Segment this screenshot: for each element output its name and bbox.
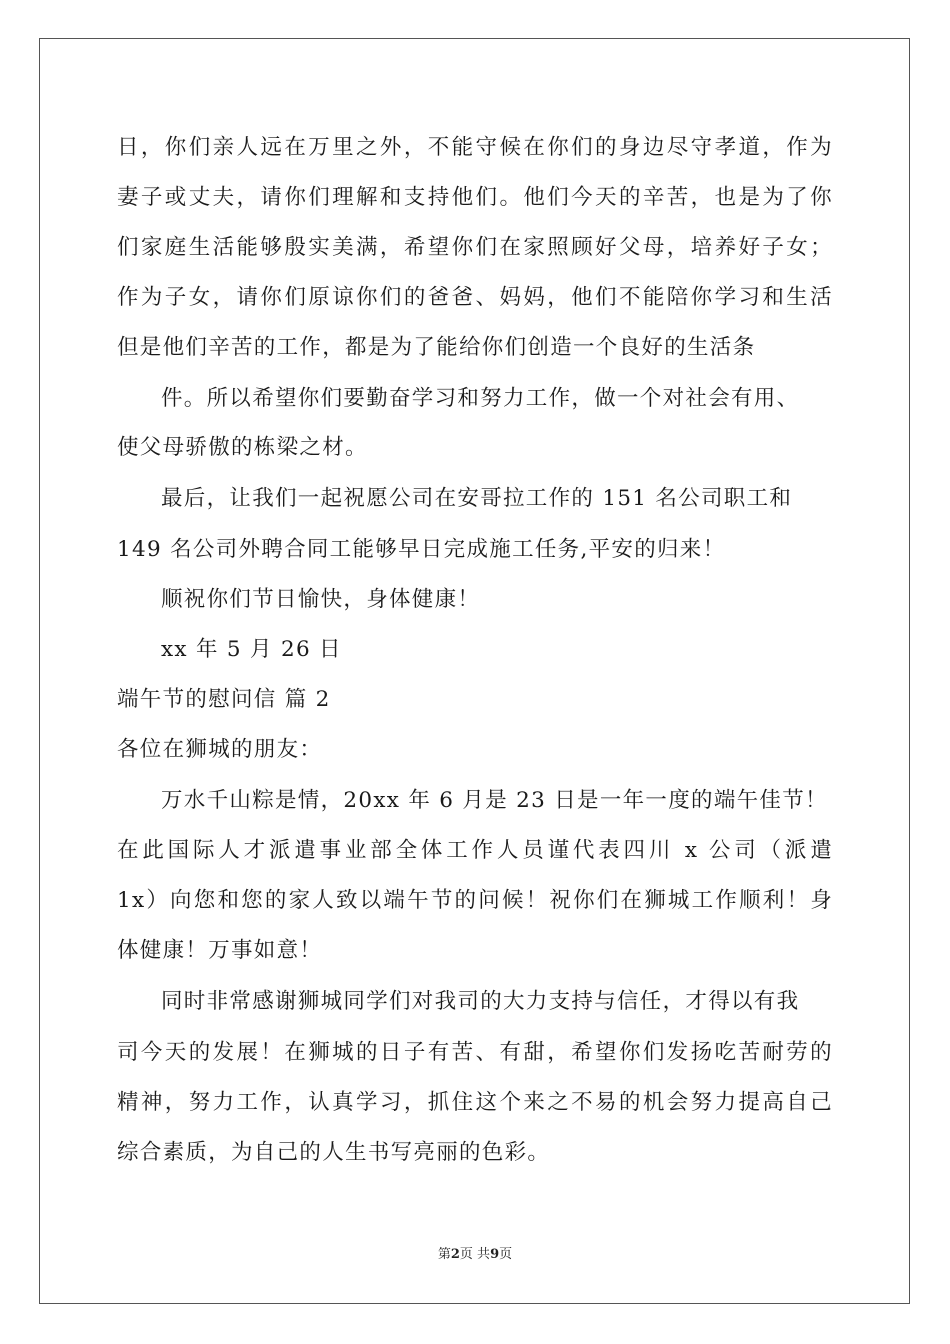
body-line-3: 们家庭生活能够殷实美满，希望你们在家照顾好父母，培养好子女； [117, 235, 833, 260]
body-line-6: 件。所以希望你们要勤奋学习和努力工作，做一个对社会有用、 [161, 386, 800, 411]
footer-page-suffix: 页 [499, 1247, 513, 1262]
footer-page-mid: 页 共 [459, 1247, 491, 1262]
body-line-5: 但是他们辛苦的工作，都是为了能给你们创造一个良好的生活条 [117, 335, 756, 360]
body-line-17: 体健康！万事如意！ [117, 938, 323, 963]
letter-date: xx 年 5 月 26 日 [161, 637, 342, 662]
body-line-15: 在此国际人才派遣事业部全体工作人员谨代表四川 x 公司（派遣 [117, 838, 833, 863]
body-line-4: 作为子女，请你们原谅你们的爸爸、妈妈，他们不能陪你学习和生活 [117, 285, 833, 310]
section-title: 端午节的慰问信 篇 2 [117, 687, 331, 712]
footer-page-prefix: 第 [437, 1247, 451, 1262]
body-line-9: 149 名公司外聘合同工能够早日完成施工任务,平安的归来！ [117, 537, 726, 562]
body-line-7: 使父母骄傲的栋梁之材。 [117, 435, 368, 460]
body-line-14: 万水千山粽是情，20xx 年 6 月是 23 日是一年一度的端午佳节！ [161, 788, 828, 813]
closing-wish: 顺祝你们节日愉快，身体健康！ [161, 587, 481, 612]
body-line-18: 同时非常感谢狮城同学们对我司的大力支持与信任，才得以有我 [161, 989, 800, 1014]
footer-page-current: 2 [450, 1247, 460, 1262]
salutation: 各位在狮城的朋友： [117, 737, 323, 762]
body-line-8: 最后，让我们一起祝愿公司在安哥拉工作的 151 名公司职工和 [161, 486, 793, 511]
body-line-19: 司今天的发展！在狮城的日子有苦、有甜，希望你们发扬吃苦耐劳的 [117, 1040, 833, 1065]
body-line-1: 日，你们亲人远在万里之外，不能守候在你们的身边尽守孝道，作为 [117, 135, 833, 160]
body-line-20: 精神，努力工作，认真学习，抓住这个来之不易的机会努力提高自己 [117, 1090, 833, 1115]
body-line-2: 妻子或丈夫，请你们理解和支持他们。他们今天的辛苦，也是为了你 [117, 185, 833, 210]
body-line-16: 1x）向您和您的家人致以端午节的问候！祝你们在狮城工作顺利！身 [117, 888, 833, 913]
footer-page-total: 9 [490, 1247, 500, 1262]
page-footer [0, 1246, 950, 1264]
body-line-21: 综合素质，为自己的人生书写亮丽的色彩。 [117, 1140, 551, 1165]
